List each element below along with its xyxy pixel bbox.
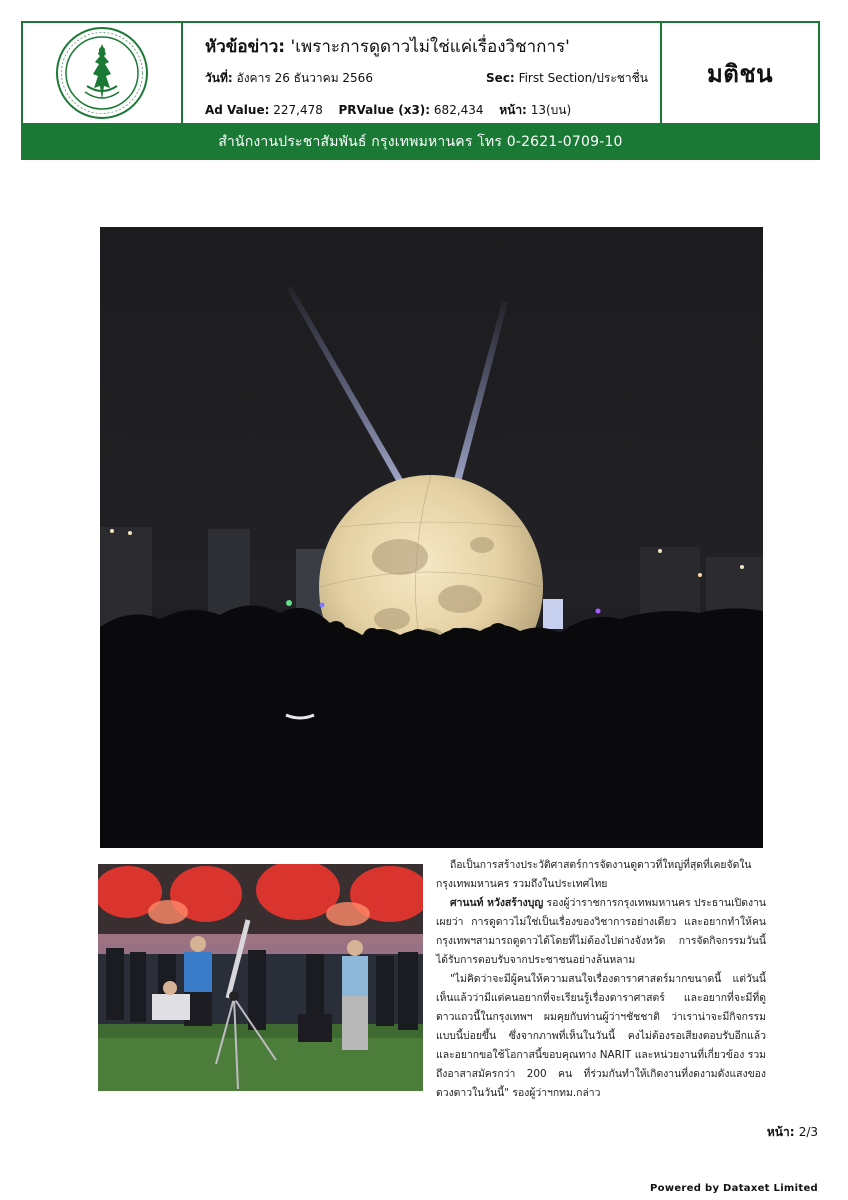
headline-label: หัวข้อข่าว: xyxy=(205,37,286,57)
page-number-label: หน้า: xyxy=(766,1125,795,1139)
article-body xyxy=(436,856,766,1103)
bangkok-city-seal-icon xyxy=(55,26,149,120)
telescope-photo xyxy=(98,864,423,1091)
main-photo xyxy=(100,227,763,848)
publication-name: มติชน xyxy=(706,59,774,88)
section-value: First Section/ประชาชื่น xyxy=(518,71,648,85)
logo-cell xyxy=(23,23,183,123)
pr-value: 682,434 xyxy=(433,103,484,117)
page-number-value: 2/3 xyxy=(798,1125,818,1139)
date-value: อังคาร 26 ธันวาคม 2566 xyxy=(236,71,373,85)
article-paragraph-1: ถือเป็นการสร้างประวัติศาสตร์การจัดงานดูดาวที่ใหญ่ที่สุดที่เคยจัดในกรุงเทพมหานคร รวมถึงในประเทศไทย xyxy=(436,859,752,890)
article-paragraph-3: "ไม่คิดว่าจะมีผู้คนให้ความสนใจเรื่องดาราศาสตร์มากขนาดนี้ แต่วันนี้เห็นแล้วว่ามีแต่คนอยากที่จะเรียนรู้เรื่องดาราศาสตร์ และอยากที่จะมีที่ดูดาวแถวนี้ในกรุงเทพฯ ผมคุยกับท่านผู้ว่าฯชัชชาติ ว่าเราน่าจะมีกิจกรรมแบบนี้บ่อยขึ้น ซึ่งจากภาพที่เห็นในวันนี้ คงไม่ต้องรอเสียงตอบรับอีกแล้ว และอยากขอใช้โอกาสนี้ขอบคุณทาง NARIT และหน่วยงานที่เกี่ยวข้อง รวมถึงอาสาสมัครกว่า 200 คน ที่ร่วมกันทำให้เกิดงานที่งดงามดังแสงของดวงดาวในวันนี้" รองผู้ว่าฯกทม.กล่าว xyxy=(436,973,766,1099)
date-label: วันที่: xyxy=(205,71,233,85)
date-row xyxy=(205,69,648,88)
powered-by: Powered by Dataxet Limited xyxy=(650,1183,818,1194)
meta-cell xyxy=(183,23,662,123)
publication-cell xyxy=(662,23,818,123)
person-name: ศานนท์ หวังสร้างบุญ xyxy=(450,897,544,909)
article-paragraph-2 xyxy=(436,894,766,970)
headline-row xyxy=(205,33,648,60)
ad-value-label: Ad Value: xyxy=(205,103,270,117)
section-group xyxy=(486,69,648,88)
date-group xyxy=(205,69,373,88)
section-label: Sec: xyxy=(486,71,515,85)
clipping-header xyxy=(21,21,820,125)
page-label: หน้า: xyxy=(499,103,527,117)
headline-value: 'เพราะการดูดาวไม่ใช่แค่เรื่องวิชาการ' xyxy=(290,37,570,57)
article-paragraph-2-text: รองผู้ว่าราชการกรุงเทพมหานคร ประธานเปิดงาน เผยว่า การดูดาวไม่ใช่เป็นเรื่องของวิชาการอย่างเดียว และอยากทำให้คนกรุงเทพฯสามารถดูดาวได้โดยที่ไม่ต้องไปต่างจังหวัด การจัดกิจกรรมวันนี้ได้รับการตอบรับจากประชาชนอย่างล้นหลาม xyxy=(436,897,766,966)
page-value: 13(บน) xyxy=(530,103,572,117)
page-number xyxy=(767,1123,818,1142)
value-row xyxy=(205,101,648,120)
ad-value: 227,478 xyxy=(273,103,323,117)
contact-banner: สำนักงานประชาสัมพันธ์ กรุงเทพมหานคร โทร 0-2621-0709-10 xyxy=(21,124,820,160)
pr-value-label: PRValue (x3): xyxy=(338,103,431,117)
